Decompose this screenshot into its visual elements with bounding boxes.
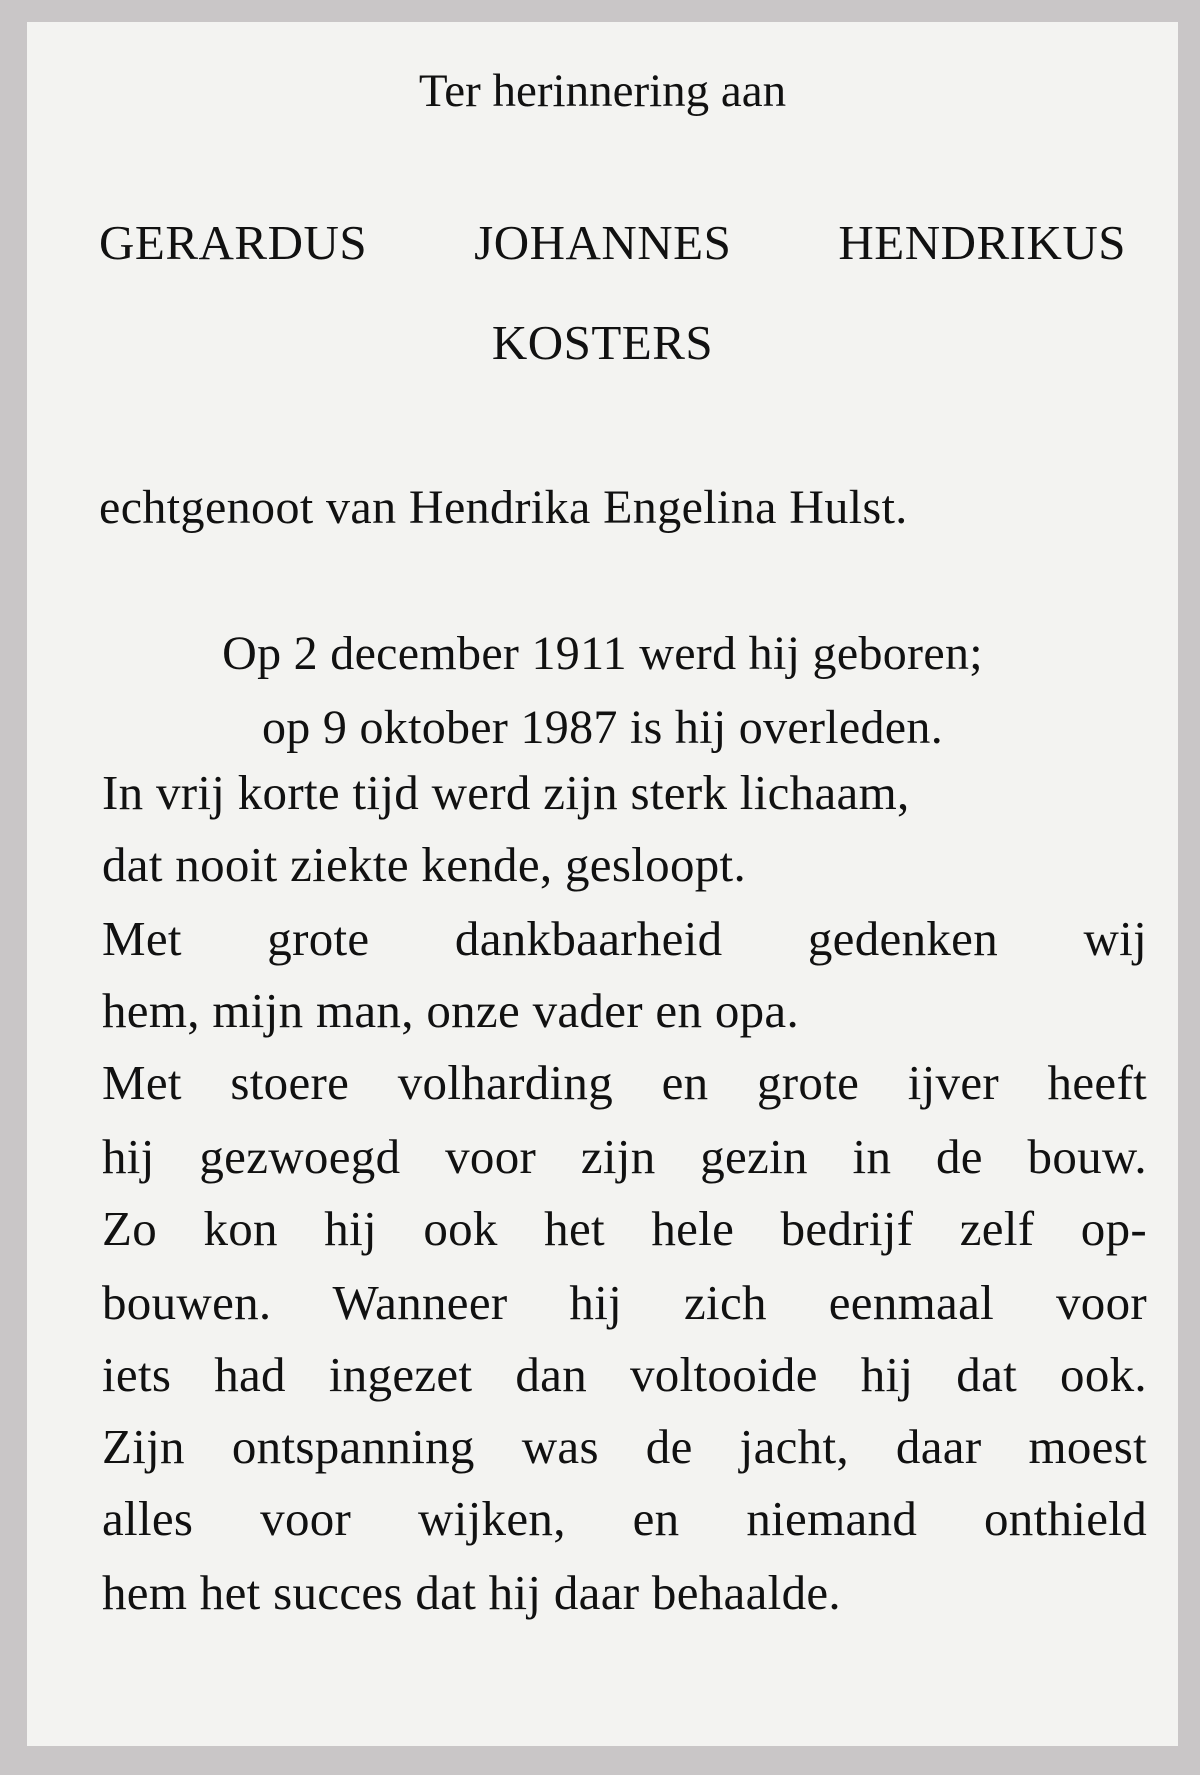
memorial-card xyxy=(27,22,1178,1746)
memorial-text-line: bouwen. Wanneer hij zich eenmaal voor xyxy=(102,1275,1147,1330)
birth-date-text: Op 2 december 1911 werd hij geboren; xyxy=(222,627,983,680)
memorial-text-line: alles voor wijken, en niemand onthield xyxy=(102,1491,1147,1546)
memorial-text-line: hij gezwoegd voor zijn gezin in de bouw. xyxy=(102,1129,1147,1184)
memorial-text-line: Met grote dankbaarheid gedenken wij xyxy=(102,911,1147,966)
spouse-text: echtgenoot van Hendrika Engelina Hulst. xyxy=(99,481,908,534)
memorial-text-line: hem het succes dat hij daar behaalde. xyxy=(102,1565,841,1620)
memorial-text-line: Met stoere volharding en grote ijver heeft xyxy=(102,1055,1147,1110)
death-date-text: op 9 oktober 1987 is hij overleden. xyxy=(261,701,944,754)
memorial-text-line: iets had ingezet dan voltooide hij dat ook. xyxy=(102,1347,1147,1402)
memorial-text-line: hem, mijn man, onze vader en opa. xyxy=(102,983,800,1038)
deceased-name-line-2: KOSTERS xyxy=(491,315,714,370)
memorial-text-line: dat nooit ziekte kende, gesloopt. xyxy=(102,837,747,892)
intro-text: Ter herinnering aan xyxy=(418,65,787,117)
memorial-text-line: Zo kon hij ook het hele bedrijf zelf op- xyxy=(102,1201,1147,1256)
deceased-name-line-1: GERARDUS JOHANNES HENDRIKUS xyxy=(99,215,1126,270)
memorial-text-line: In vrij korte tijd werd zijn sterk lichaam, xyxy=(102,765,910,820)
memorial-text-line: Zijn ontspanning was de jacht, daar moest xyxy=(102,1419,1147,1474)
